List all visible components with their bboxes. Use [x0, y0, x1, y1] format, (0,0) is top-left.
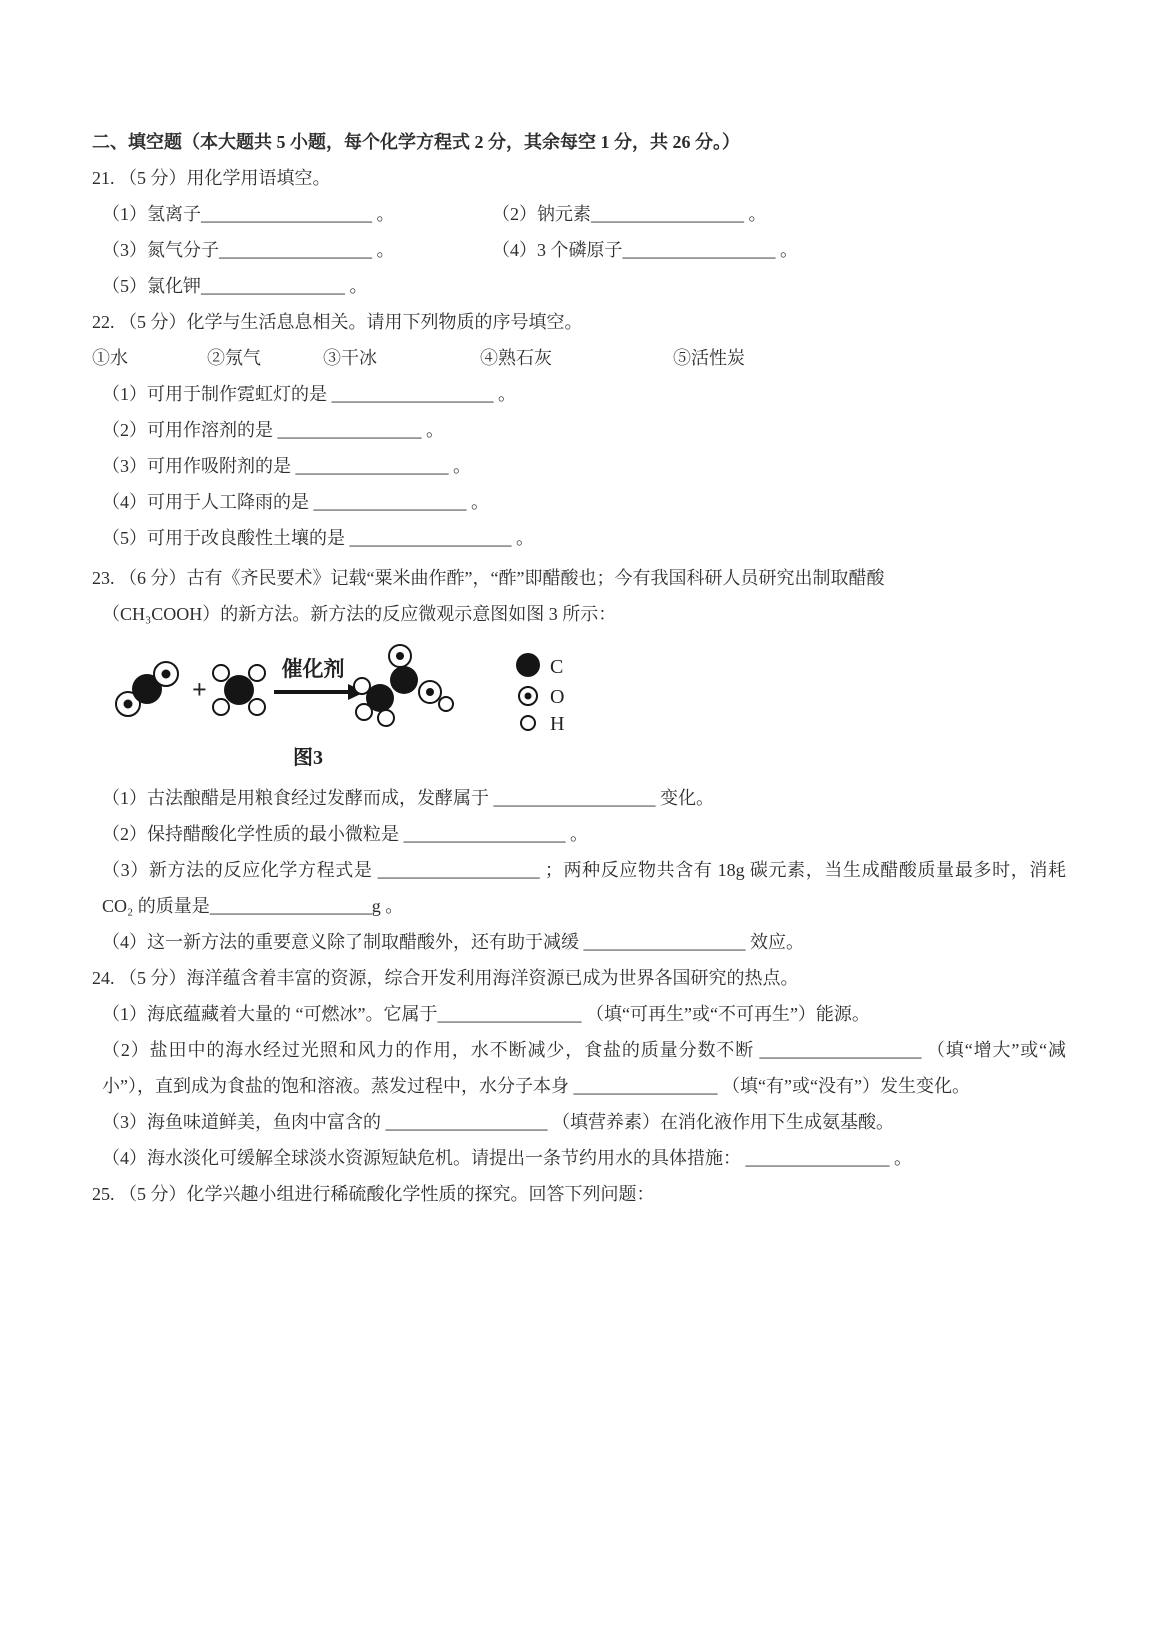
q23-item-1: （1）古法酿醋是用粮食经过发酵而成，发酵属于 __________________ 变化。	[102, 788, 714, 808]
reaction-micro-diagram	[108, 640, 1066, 772]
ch4-molecule	[213, 665, 265, 715]
legend-carbon-label: C	[550, 656, 564, 678]
q21-row-1	[92, 196, 1066, 232]
q21-item-1: （1）氢离子___________________ 。	[102, 204, 395, 224]
q21-item-4: （4）3 个磷原子_________________ 。	[492, 240, 798, 260]
q21-item-5: （5）氯化钾________________ 。	[102, 276, 368, 296]
q24-item-4: （4）海水淡化可缓解全球淡水资源短缺危机。请提出一条节约用水的具体措施： ________________ 。	[102, 1148, 912, 1168]
acetic-acid-molecule	[354, 645, 453, 726]
legend-hydrogen-label: H	[550, 713, 565, 735]
q21-item-3: （3）氮气分子_________________ 。	[102, 240, 395, 260]
q22-option-3: ③干冰	[323, 348, 377, 368]
q21-stem: 21. （5 分）用化学用语填空。	[92, 168, 331, 188]
figure-caption: 图3	[293, 747, 323, 769]
q22-option-5: ⑤活性炭	[673, 348, 745, 368]
q24-stem: 24. （5 分）海洋蕴含着丰富的资源，综合开发利用海洋资源已成为世界各国研究的热点。	[92, 968, 799, 988]
q24-item-3: （3）海鱼味道鲜美，鱼肉中富含的 __________________ （填营养素）在消化液作用下生成氨基酸。	[102, 1112, 894, 1132]
plus-sign: +	[192, 675, 207, 704]
q22-item-3: （3）可用作吸附剂的是 _________________ 。	[102, 456, 471, 476]
co2-molecule	[116, 662, 178, 716]
legend-oxygen-label: O	[550, 686, 565, 708]
q23-stem-line-1: 23. （6 分）古有《齐民要术》记载“粟米曲作酢”，“酢”即醋酸也；今有我国科研人员研究出制取醋酸	[92, 568, 885, 588]
catalyst-arrow	[274, 657, 365, 700]
q24-item-1: （1）海底蕴藏着大量的 “可燃冰”。它属于________________ （填“可再生”或“不可再生”）能源。	[102, 1004, 870, 1024]
q22-option-4: ④熟石灰	[480, 348, 552, 368]
legend-hydrogen-icon	[521, 716, 535, 730]
q22-option-2: ②氖气	[207, 348, 261, 368]
q21-item-2: （2）钠元素_________________ 。	[492, 204, 767, 224]
figure-3-svg	[108, 640, 628, 772]
q22-option-1: ①水	[92, 348, 128, 368]
q22-item-1: （1）可用于制作霓虹灯的是 __________________ 。	[102, 384, 516, 404]
atom-legend	[516, 653, 564, 735]
section-title: 二、填空题（本大题共 5 小题，每个化学方程式 2 分，其余每空 1 分，共 26 分。）	[92, 132, 740, 152]
q24-item-2: （2）盐田中的海水经过光照和风力的作用，水不断减少，食盐的质量分数不断 __________________ （填“增大”或“减小”），直到成为食盐的饱和溶液。蒸发过程中，水分子本身 ________________ （填“有”或“没有”）发生变化。	[102, 1040, 1066, 1096]
q22-stem: 22. （5 分）化学与生活息息相关。请用下列物质的序号填空。	[92, 312, 583, 332]
q23-item-3: （3）新方法的反应化学方程式是 __________________ ；两种反应物共含有 18g 碳元素，当生成醋酸质量最多时，消耗 CO₂ 的质量是__________________g 。	[102, 860, 1066, 916]
q21-row-2	[92, 232, 1066, 268]
q23-stem-line-2: （CH₃COOH）的新方法。新方法的反应微观示意图如图 3 所示：	[102, 604, 617, 624]
q22-item-5: （5）可用于改良酸性土壤的是 __________________ 。	[102, 528, 534, 548]
q22-item-2: （2）可用作溶剂的是 ________________ 。	[102, 420, 444, 440]
q25-stem: 25. （5 分）化学兴趣小组进行稀硫酸化学性质的探究。回答下列问题：	[92, 1184, 655, 1204]
legend-carbon-icon	[516, 653, 540, 677]
q22-options	[92, 340, 1066, 376]
q23-item-2: （2）保持醋酸化学性质的最小微粒是 __________________ 。	[102, 824, 588, 844]
catalyst-label: 催化剂	[281, 657, 345, 681]
q22-item-4: （4）可用于人工降雨的是 _________________ 。	[102, 492, 489, 512]
q23-item-4: （4）这一新方法的重要意义除了制取醋酸外，还有助于减缓 __________________ 效应。	[102, 932, 804, 952]
